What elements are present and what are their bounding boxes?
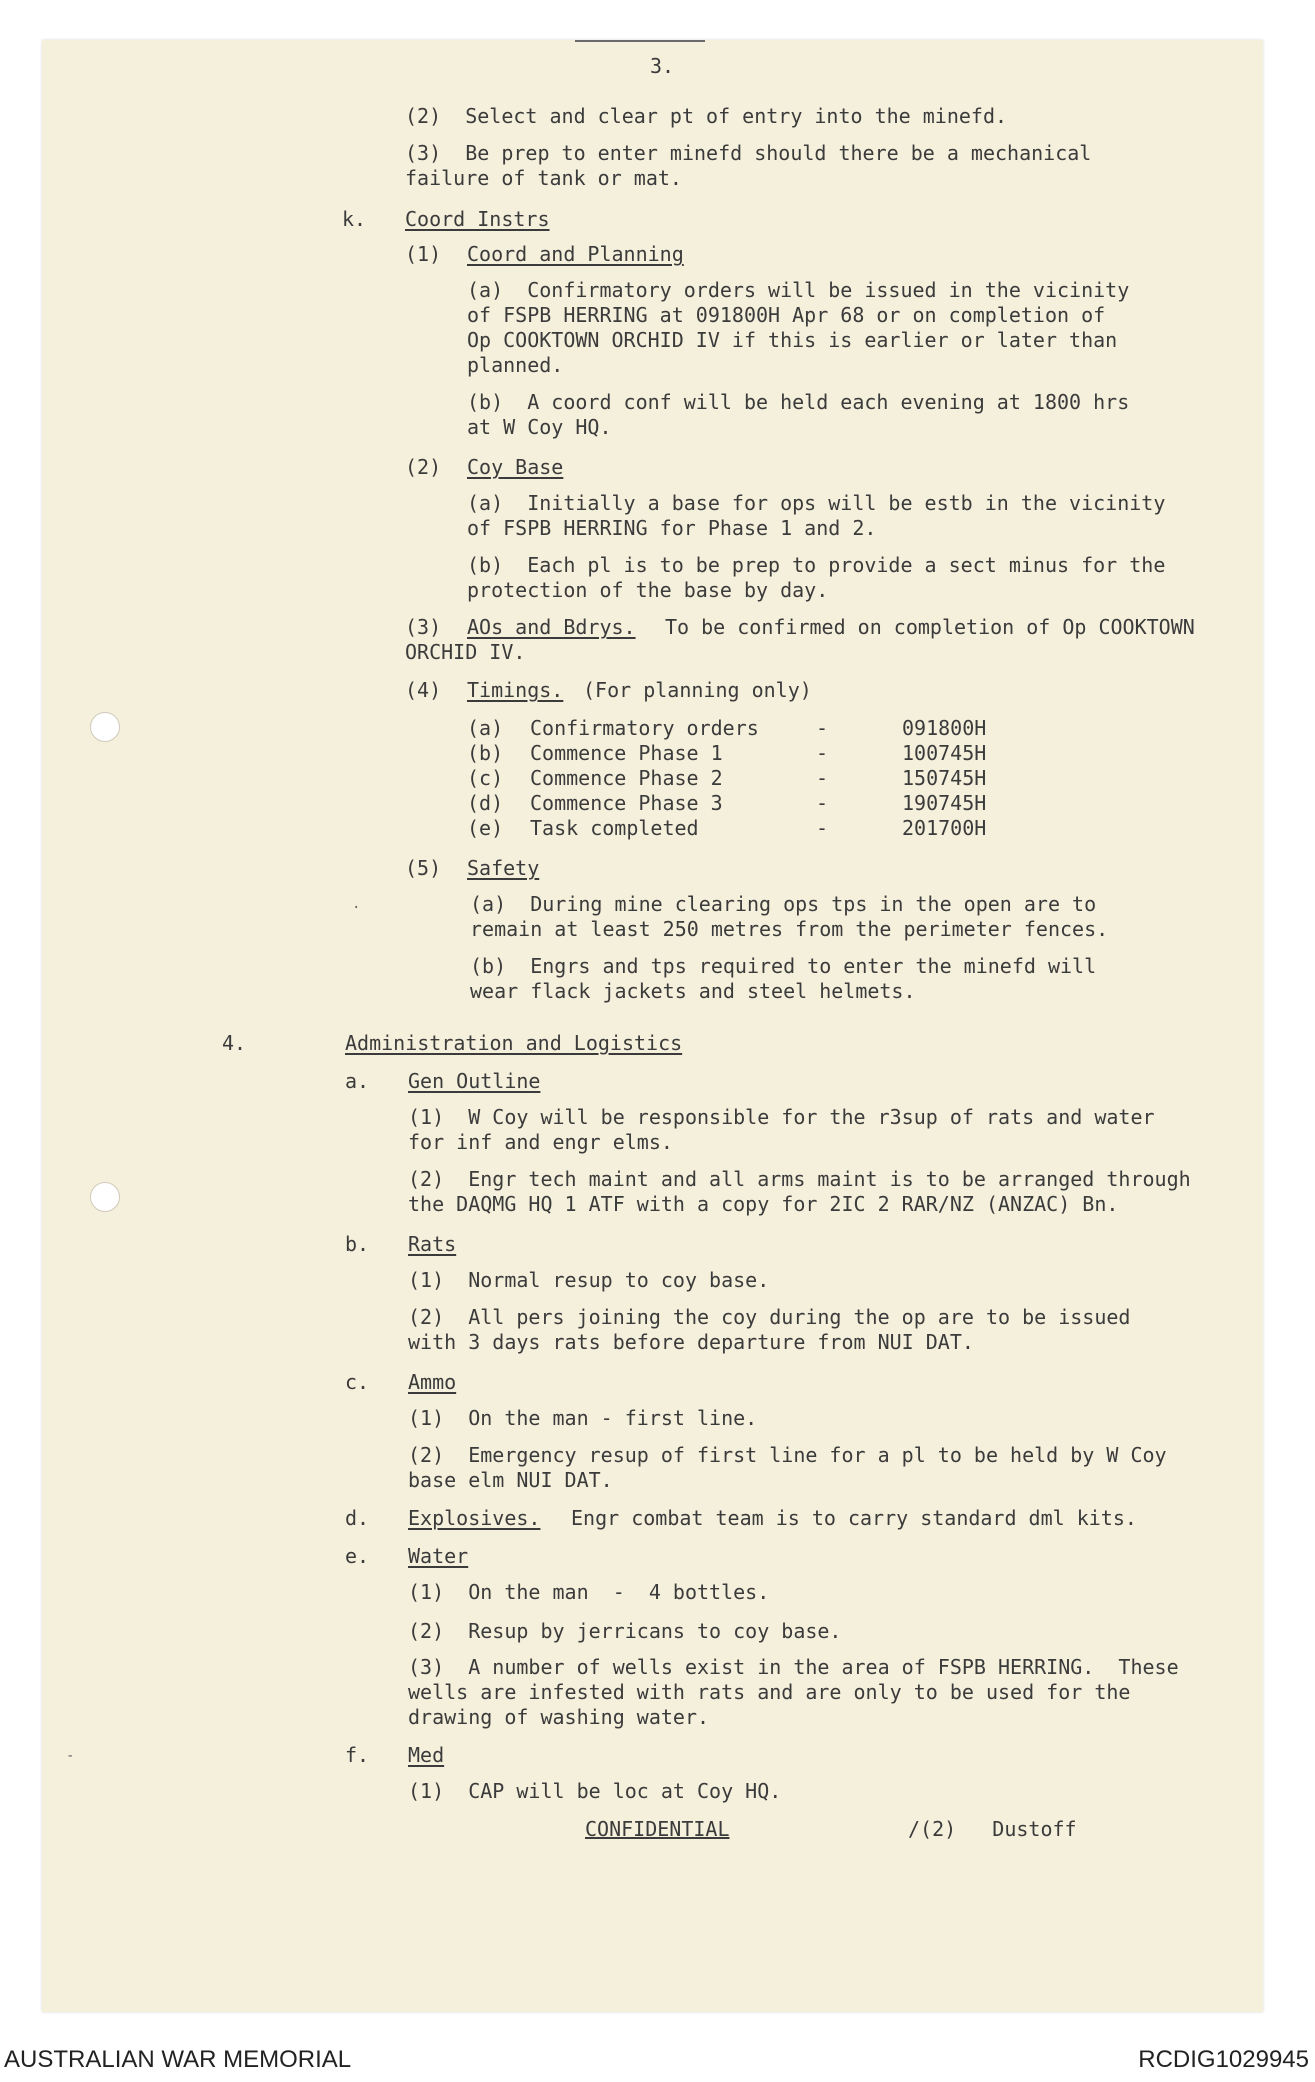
para-b-title: Rats: [408, 1232, 457, 1256]
para-e-label: e.: [345, 1544, 370, 1568]
para-e3-line2: wells are infested with rats and are only to be used for the: [408, 1680, 1131, 1704]
continuation-note: /(2) Dustoff: [908, 1817, 1077, 1841]
timing-letter: (c): [467, 766, 504, 790]
para-k2a-line1: (a) Initially a base for ops will be estb in the vicinity: [467, 491, 1166, 515]
para-a1-line2: for inf and engr elms.: [408, 1130, 673, 1154]
para-k1a-line2: of FSPB HERRING at 091800H Apr 68 or on completion of: [467, 303, 1106, 327]
timing-dash: -: [816, 716, 829, 740]
para-c-label: c.: [345, 1370, 370, 1394]
section-4-title: Administration and Logistics: [345, 1031, 683, 1055]
para-b2-line2: with 3 days rats before departure from NUI DAT.: [408, 1330, 974, 1354]
para-k5a-line2: remain at least 250 metres from the perimeter fences.: [470, 917, 1109, 941]
section-4-number: 4.: [222, 1031, 247, 1055]
para-k5b-line2: wear flack jackets and steel helmets.: [470, 979, 916, 1003]
para-e3-line3: drawing of washing water.: [408, 1705, 710, 1729]
timing-time: 150745H: [902, 766, 987, 790]
para-c-title: Ammo: [408, 1370, 457, 1394]
para-k1-num: (1): [405, 242, 442, 266]
timing-event: Commence Phase 1: [530, 741, 723, 765]
para-e1: (1) On the man - 4 bottles.: [408, 1580, 770, 1604]
timing-event: Commence Phase 3: [530, 791, 723, 815]
top-rule: [575, 40, 705, 42]
para-k2-title: Coy Base: [467, 455, 564, 479]
para-k5a-line1: (a) During mine clearing ops tps in the open are to: [470, 892, 1097, 916]
para-k4-num: (4): [405, 678, 442, 702]
para-k4-title: Timings.: [467, 678, 564, 702]
para-a-title: Gen Outline: [408, 1069, 541, 1093]
para-a-label: a.: [345, 1069, 370, 1093]
para-c2-line2: base elm NUI DAT.: [408, 1468, 613, 1492]
para-k5b-line1: (b) Engrs and tps required to enter the minefd will: [470, 954, 1097, 978]
para-e2: (2) Resup by jerricans to coy base.: [408, 1619, 842, 1643]
para-d-title: Explosives.: [408, 1506, 541, 1530]
para-a1-line1: (1) W Coy will be responsible for the r3sup of rats and water: [408, 1105, 1155, 1129]
para-k4-text: (For planning only): [583, 678, 812, 702]
para-k-title: Coord Instrs: [405, 207, 550, 231]
para-j3-line1: (3) Be prep to enter minefd should there be a mechanical: [405, 141, 1092, 165]
timing-letter: (d): [467, 791, 504, 815]
timing-time: 190745H: [902, 791, 987, 815]
timing-letter: (b): [467, 741, 504, 765]
timing-event: Task completed: [530, 816, 699, 840]
para-f-label: f.: [345, 1743, 370, 1767]
para-b2-line1: (2) All pers joining the coy during the op are to be issued: [408, 1305, 1131, 1329]
para-e-title: Water: [408, 1544, 469, 1568]
timing-letter: (a): [467, 716, 504, 740]
para-k2a-line2: of FSPB HERRING for Phase 1 and 2.: [467, 516, 877, 540]
para-e3-line1: (3) A number of wells exist in the area of FSPB HERRING. These: [408, 1655, 1179, 1679]
para-k1b-line2: at W Coy HQ.: [467, 415, 612, 439]
para-k3-text: To be confirmed on completion of Op COOKTOWN: [665, 615, 1195, 639]
para-k1a-line4: planned.: [467, 353, 564, 377]
para-d-text: Engr combat team is to carry standard dml kits.: [571, 1506, 1137, 1530]
para-j3-line2: failure of tank or mat.: [405, 166, 682, 190]
timing-dash: -: [816, 816, 829, 840]
para-k5-title: Safety: [467, 856, 540, 880]
para-j2: (2) Select and clear pt of entry into the minefd.: [405, 104, 1008, 128]
para-k1a-line3: Op COOKTOWN ORCHID IV if this is earlier or later than: [467, 328, 1118, 352]
timing-dash: -: [816, 741, 829, 765]
paper-mark: ·: [352, 900, 361, 916]
timing-dash: -: [816, 766, 829, 790]
paper-mark: -: [66, 1748, 75, 1764]
timing-dash: -: [816, 791, 829, 815]
page-number: 3.: [650, 54, 675, 78]
para-f1: (1) CAP will be loc at Coy HQ.: [408, 1779, 782, 1803]
para-c2-line1: (2) Emergency resup of first line for a pl to be held by W Coy: [408, 1443, 1167, 1467]
para-a2-line2: the DAQMG HQ 1 ATF with a copy for 2IC 2 RAR/NZ (ANZAC) Bn.: [408, 1192, 1119, 1216]
para-a2-line1: (2) Engr tech maint and all arms maint is to be arranged through: [408, 1167, 1191, 1191]
timing-letter: (e): [467, 816, 504, 840]
timing-time: 091800H: [902, 716, 987, 740]
footer-reference: RCDIG1029945: [1138, 2046, 1309, 2073]
para-c1: (1) On the man - first line.: [408, 1406, 758, 1430]
timing-event: Commence Phase 2: [530, 766, 723, 790]
timing-time: 201700H: [902, 816, 987, 840]
para-k1-title: Coord and Planning: [467, 242, 684, 266]
para-k-label: k.: [342, 207, 367, 231]
para-d-label: d.: [345, 1506, 370, 1530]
punch-hole: [90, 1182, 120, 1212]
classification-marking: CONFIDENTIAL: [585, 1817, 730, 1841]
para-k1a-line1: (a) Confirmatory orders will be issued in the vicinity: [467, 278, 1130, 302]
para-k3-num: (3): [405, 615, 442, 639]
para-b1: (1) Normal resup to coy base.: [408, 1268, 770, 1292]
para-k2-num: (2): [405, 455, 442, 479]
para-b-label: b.: [345, 1232, 370, 1256]
para-k1b-line1: (b) A coord conf will be held each evening at 1800 hrs: [467, 390, 1130, 414]
para-k2b-line2: protection of the base by day.: [467, 578, 829, 602]
timing-time: 100745H: [902, 741, 987, 765]
punch-hole: [90, 712, 120, 742]
para-k5-num: (5): [405, 856, 442, 880]
para-k3-text-line2: ORCHID IV.: [405, 640, 526, 664]
para-k3-title: AOs and Bdrys.: [467, 615, 636, 639]
footer-institution: AUSTRALIAN WAR MEMORIAL: [4, 2046, 352, 2073]
para-f-title: Med: [408, 1743, 445, 1767]
para-k2b-line1: (b) Each pl is to be prep to provide a sect minus for the: [467, 553, 1166, 577]
timing-event: Confirmatory orders: [530, 716, 759, 740]
